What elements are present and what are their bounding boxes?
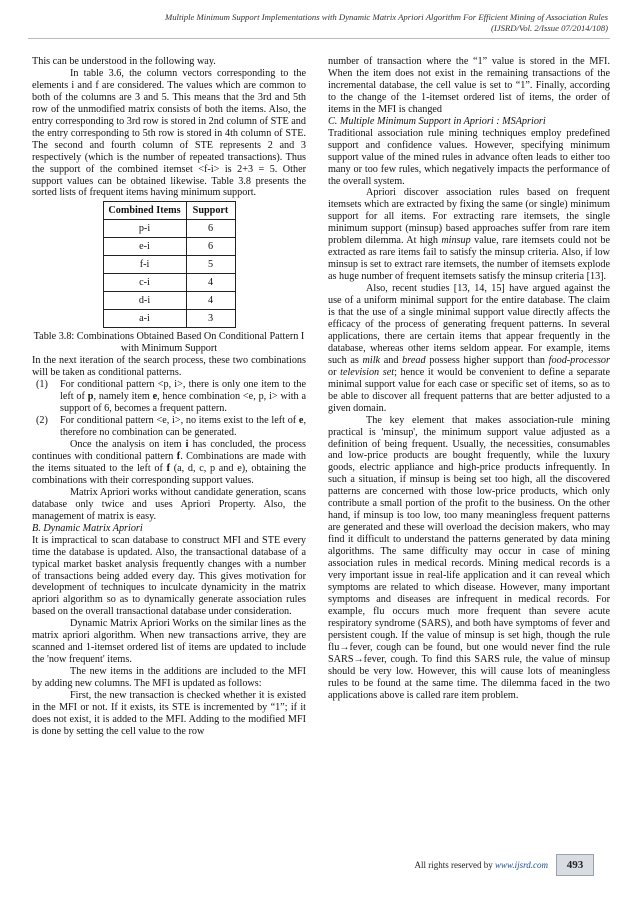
table-cell: p-i (103, 220, 186, 238)
paragraph: Once the analysis on item i has concluded, the process continues with conditional pattern f. Combinations are made with the items situated to the left of f (a, d, c, p and e), obtaining the combinations with their corresponding support values. (32, 439, 307, 486)
table-cell: 6 (186, 220, 235, 238)
paragraph: Matrix Apriori works without candidate generation, scans database only twice and uses Apriori Property. Also, the management of matrix is easy. (32, 486, 306, 522)
table-row (103, 256, 235, 274)
paragraph: In table 3.6, the column vectors corresponding to the elements i and f are considered. The values which are common to both of the columns are 3 and 5. This means that the 3rd and 5th row of the unmodified matrix consists of both the items. Also, the entry corresponding to 3rd row is stored in 2nd column of STE and the entry corresponding to 5th row is stored in 4th column of STE. The second and fourth column of STE represents 2 and 3 respectively (which is the number of repeated transactions). Thus the support of the combined itemset <f-i> is 2+3 = 5. Other support values can be obtained likewise. Table 3.8 presents the sorted lists of frequent items having minimum support. (32, 67, 306, 199)
table-header-row (103, 202, 235, 220)
header-title: Multiple Minimum Support Implementations with Dynamic Matrix Apriori Algorithm For Efficient Mining of Association Rules (164, 12, 608, 22)
paragraph: Also, recent studies [13, 14, 15] have argued against the use of a uniform minimal support for the entire database. The claim is that the use of a single minimal support value directly affects the efficacy of the process of generating frequent patterns. In several applications, there are certain items that appear frequently in the database, whereas other items seldom appear. For example, items such as milk and bread possess higher support than food-processor or television set; hence it would be convenient to define a separate minimal support value for each case or specific set of items, so as to be able to discover all frequent patterns that are better adjusted to a given domain. (328, 283, 610, 414)
table-cell: c-i (103, 274, 186, 292)
table-row (103, 310, 235, 328)
table-row (103, 292, 235, 310)
running-header (165, 12, 608, 34)
paragraph: The key element that makes association-rule mining practical is 'minsup', the minimum support value adjusted as a definition of being frequent. Usually, the necessities, consumables and low-price products are bought frequently, while the luxury goods, electric appliance and high-price products infrequently. In such a situation, if minsup is being set too high, all the discovered patterns are concerned with those low-price products, which only contribute a small portion of the profit to the business. On the other hand, if minsup is too low, too many meaningless frequent patterns are generated and these will overload the decision makers, who may find it difficult to understand the patterns generated by data mining algorithms. The same difficulty may occur in case of mining association rules in medical records. Mining medical records is a very important issue in real-life application and it can reveal which symptoms are related to which disease. However, many important symptoms and diseases are infrequent in medical records. For example, flu occurs much more frequent than severe acute respiratory syndrome (SARS), and both have symptoms of fever and persistent cough. If the value of minsup is set high, though the rule flu→fever, cough can be found, but one would never find the rule SARS→fever, cough. To find this SARS rule, the value of minsup should be very low. However, this will cause lots of meaningless rules to be found at the same time. The dilemma faced in the two applications above is called rare item problem. (328, 414, 610, 701)
right-column (328, 56, 610, 701)
table-cell: 5 (186, 256, 235, 274)
paragraph: Traditional association rule mining techniques employ predefined support and confidence values. However, specifying minimum support value of the mined rules in advance often leads to either too many or too few rules, which negatively impacts the performance of the overall system. (328, 127, 610, 187)
combinations-table (103, 201, 236, 328)
table-header-cell: Support (186, 202, 235, 220)
table-cell: a-i (103, 310, 186, 328)
list-number: (1) (36, 379, 48, 391)
section-heading: B. Dynamic Matrix Apriori (32, 522, 143, 534)
list-item (32, 379, 306, 415)
table-cell: 4 (186, 292, 235, 310)
table-caption: Table 3.8: Combinations Obtained Based On Conditional Pattern I with Minimum Support (33, 331, 305, 355)
header-citation: (IJSRD/Vol. 2/Issue 07/2014/108) (490, 23, 608, 33)
table-header-cell: Combined Items (103, 202, 186, 220)
paragraph: First, the new transaction is checked whether it is existed in the MFI or not. If it exists, its STE is incremented by “1”; if it does not exist, it is added to the MFI. Adding to the modified MFI is done by setting the cell value to the row (32, 690, 306, 737)
paragraph: The new items in the additions are included to the MFI by adding new columns. The MFI is updated as follows: (32, 666, 306, 690)
table-row (103, 220, 235, 238)
left-column (32, 56, 306, 738)
list-text: For conditional pattern <p, i>, there is only one item to the left of p, namely item e, hence combination <e, p, i> with a support of 6, becomes a frequent pattern. (60, 379, 306, 415)
list-number: (2) (36, 415, 48, 427)
paragraph: It is impractical to scan database to construct MFI and STE every time the database is updated. Also, the transactional database of a typical market basket analysis frequently changes with a number of transactions being added every day. This gives motivation for development of techniques to inculcate dynamicity in the matrix apriori algorithm so as to dynamically generate association rules based on the overall transactional database under consideration. (32, 534, 306, 618)
paragraph: Dynamic Matrix Apriori Works on the similar lines as the matrix apriori algorithm. When new transactions arrive, they are scanned and 1-itemset ordered list of items are updated to include the 'now frequent' items. (32, 618, 306, 666)
footer-site-link[interactable]: www.ijsrd.com (494, 860, 548, 870)
paragraph: In the next iteration of the search process, these two combinations will be taken as conditional patterns. (32, 355, 306, 379)
section-heading: C. Multiple Minimum Support in Apriori : MSApriori (328, 115, 546, 127)
table-cell: d-i (103, 292, 186, 310)
paragraph: Apriori discover association rules based on frequent itemsets which are extracted by fixing the same (or single) minimum support for all items. For extracting rare itemsets, the single minimum support (minsup) based approaches suffer from rare item problem dilemma. At high minsup value, rare itemsets could not be extracted as rare items fail to satisfy the minsup criteria. Also, if low minsup is set to extract rare itemsets, the number of itemsets explode as huge number of frequent itemsets satisfy the minsup criteria [13]. (328, 187, 610, 283)
table-cell: 4 (186, 274, 235, 292)
table-cell: f-i (103, 256, 186, 274)
table-cell: e-i (103, 238, 186, 256)
table-cell: 6 (186, 238, 235, 256)
list-text: For conditional pattern <e, i>, no items exist to the left of e, therefore no combination can be generated. (60, 415, 306, 439)
table-row (103, 274, 235, 292)
table-row (103, 238, 235, 256)
paragraph: This can be understood in the following way. (32, 56, 216, 67)
footer-rights: All rights reserved by www.ijsrd.com (414, 860, 548, 870)
table-cell: 3 (186, 310, 235, 328)
list-item (32, 415, 306, 439)
paragraph: number of transaction where the “1” value is stored in the MFI. When the item does not exist in the remaining transactions of the incremental database, the cell value is set to “1”. Finally, according to the change of the 1-itemset ordered list of items, the order of items in the MFI is changed (328, 56, 610, 115)
page-number: 493 (556, 854, 594, 876)
header-divider (28, 38, 610, 39)
